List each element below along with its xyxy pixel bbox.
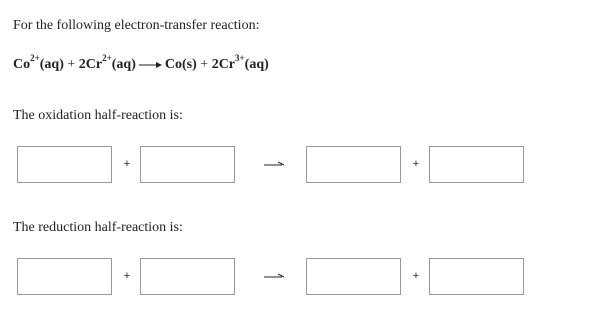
- reaction-arrow-icon: [138, 57, 164, 71]
- product-2: $2Cr^{3+}(aq)$: [211, 53, 269, 72]
- reduction-arrow-icon: [263, 272, 285, 282]
- reactant-1: $Co^{2+}(aq)$: [13, 53, 64, 72]
- reaction-plus-sign: +: [196, 57, 212, 72]
- oxidation-product-1-input[interactable]: [306, 146, 401, 183]
- oxidation-product-2-input[interactable]: [429, 146, 524, 183]
- oxidation-plus-sign-right: +: [412, 158, 420, 170]
- oxidation-reactant-2-input[interactable]: [140, 146, 235, 183]
- product-1: Co(s): [164, 57, 197, 72]
- reactant-2: $2Cr^{2+}(aq)$: [78, 53, 136, 72]
- oxidation-reactant-1-input[interactable]: [17, 146, 112, 183]
- reduction-reactant-1-input[interactable]: [17, 258, 112, 295]
- reaction-equation: [13, 53, 269, 74]
- reduction-plus-sign-left: +: [123, 270, 131, 282]
- reaction-plus-sign: +: [63, 57, 79, 72]
- oxidation-label: The oxidation half-reaction is:: [13, 108, 183, 123]
- oxidation-arrow-icon: [263, 160, 285, 170]
- oxidation-plus-sign-left: +: [123, 158, 131, 170]
- reduction-reactant-2-input[interactable]: [140, 258, 235, 295]
- question-intro: For the following electron-transfer reaction:: [13, 18, 260, 33]
- reduction-plus-sign-right: +: [412, 270, 420, 282]
- reduction-label: The reduction half-reaction is:: [13, 220, 183, 235]
- reduction-product-1-input[interactable]: [306, 258, 401, 295]
- reduction-product-2-input[interactable]: [429, 258, 524, 295]
